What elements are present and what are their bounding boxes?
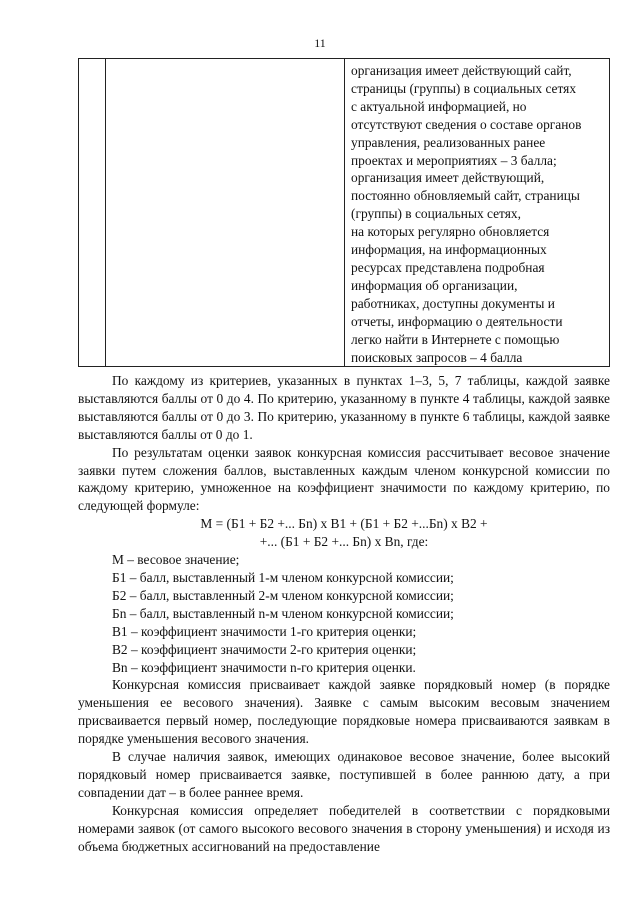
legend-line: Вn – коэффициент значимости n-го критерия оценки. [112,659,416,675]
legend-line: Бn – балл, выставленный n-м членом конкурсной комиссии; [112,605,454,621]
legend-line: М – весовое значение; [112,552,240,568]
scoring-line: организация имеет действующий, [351,170,545,186]
scoring-text [345,59,609,366]
scoring-line: на которых регулярно обновляется [351,224,550,240]
paragraph-equal-weights: В случае наличия заявок, имеющих одинаковое весовое значение, более высокий порядковый номер присваивается заявке, поступившей в более раннюю дату, а при совпадении дат – в более раннее время. [78,749,610,800]
scoring-line: информация об организации, [351,277,518,293]
paragraph-weight-calculation: По результатам оценки заявок конкурсная комиссия рассчитывает весовое значение заявки путем сложения баллов, выставленных каждым членом конкурсной комиссии по каждому критерию, умноженное на коэффициент значимости по каждому критерию, по следующей формуле: [78,444,610,514]
table-cell-criterion [106,59,345,367]
legend-line: Б1 – балл, выставленный 1-м членом конкурсной комиссии; [112,569,454,585]
scoring-line: страницы (группы) в социальных сетях [351,80,577,96]
scoring-line: легко найти в Интернете с помощью [351,331,560,347]
scoring-line: (группы) в социальных сетях, [351,206,521,222]
legend-line: В1 – коэффициент значимости 1-го критерия оценки; [112,623,417,639]
table-row [79,59,610,367]
paragraph-winners: Конкурсная комиссия определяет победителей в соответствии с порядковыми номерами заявок (от самого высокого весового значения в сторону уменьшения) и исходя из объема бюджетных ассигнований на предоставление [78,802,610,854]
body-text [78,372,610,855]
table-cell-scoring [345,59,610,367]
formula-line-2: +... (Б1 + Б2 +... Бn) х Вn, где: [259,534,429,550]
scoring-line: отчеты, информацию о деятельности [351,313,563,329]
criteria-table [78,58,610,367]
scoring-line: отсутствуют сведения о составе органов [351,116,582,132]
scoring-line: проектах и мероприятиях – 3 балла; [351,152,557,168]
scoring-line: организация имеет действующий сайт, [351,63,572,78]
scoring-line: постоянно обновляемый сайт, страницы [351,188,580,204]
paragraph-scores-range: По каждому из критериев, указанных в пунктах 1–3, 5, 7 таблицы, каждой заявке выставляются баллы от 0 до 4. По критерию, указанному в пункте 4 таблицы, каждой заявке выставляются баллы от 0 до 3. По критерию, указанному в пункте 6 таблицы, каждой заявке выставляются баллы от 0 до 1. [78,373,610,442]
scoring-line: ресурсах представлена подробная [351,259,545,275]
scoring-line: с актуальной информацией, но [351,98,527,114]
table-cell-number [79,59,106,367]
legend-line: Б2 – балл, выставленный 2-м членом конкурсной комиссии; [112,587,454,603]
paragraph-ordering: Конкурсная комиссия присваивает каждой заявке порядковый номер (в порядке уменьшения ее весового значения). Заявке с самым высоким весовым значением присваивается первый номер, последующие порядковые номера присваиваются заявкам в порядке уменьшения весового значения. [78,677,610,747]
scoring-line: работниках, доступны документы и [351,295,555,311]
scoring-line: информация, на информационных [351,242,547,258]
formula-line-1: М = (Б1 + Б2 +... Бn) х В1 + (Б1 + Б2 +...Бn) х В2 + [200,516,488,532]
scoring-line: управления, реализованных ранее [351,134,546,150]
legend-line: В2 – коэффициент значимости 2-го критерия оценки; [112,641,417,657]
scoring-line: поисковых запросов – 4 балла [351,349,523,365]
page-number: 11 [314,36,326,50]
